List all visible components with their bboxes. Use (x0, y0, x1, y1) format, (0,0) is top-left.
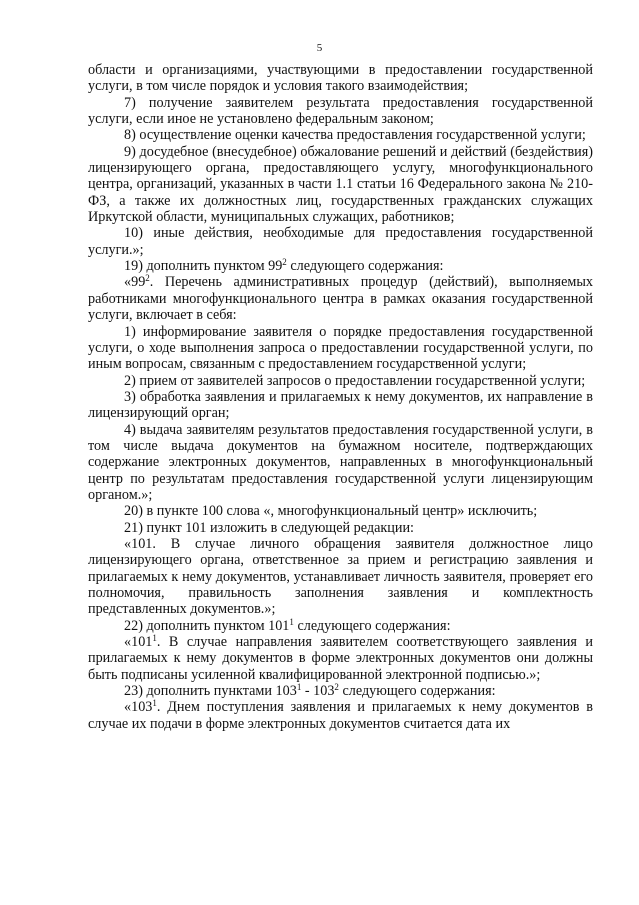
paragraph-text: 22) дополнить пунктом 101 (124, 617, 290, 634)
paragraph (88, 699, 593, 732)
paragraph-text: 19) дополнить пунктом 99 (124, 258, 283, 275)
paragraph: 4) выдача заявителям результатов предоставления государственной услуги, в том числе выдача документов на бумажном носителе, подтверждающих содержание электронных документов, направленных в многофункциональный центр по результатам предоставления государственной услуги лицензирующим органом.»; (88, 421, 593, 503)
paragraph-text: «99 (124, 274, 146, 291)
paragraph (88, 274, 593, 323)
paragraph (88, 683, 593, 699)
paragraph: 21) пункт 101 изложить в следующей редакции: (124, 519, 414, 536)
paragraph-text: . В случае направления заявителем соответствующего заявления и прилагаемых к нему документов в форме электронных документов они должны быть подписаны усиленной квалифицированной электронной подписью.»; (88, 634, 593, 683)
paragraph: 7) получение заявителем результата предоставления государственной услуги, если иное не установлено федеральным законом; (88, 94, 593, 128)
paragraph-text: . Перечень административных процедур (действий), выполняемых работниками многофункционального центра в рамках оказания государственной услуги, включает в себя: (88, 274, 593, 324)
superscript: 1 (152, 633, 157, 644)
paragraph (88, 258, 593, 274)
superscript: 1 (289, 616, 294, 627)
paragraph (88, 618, 593, 634)
paragraph (88, 634, 593, 683)
paragraph-text: следующего содержания: (338, 683, 496, 700)
paragraph: 9) досудебное (внесудебное) обжалование решений и действий (бездействия) лицензирующего органа, предоставляющего услугу, многофункционального центра, организаций, указанных в части 1.1 статьи 16 Федерального закона № 210-ФЗ, а также их должностных лиц, государственных гражданских служащих Иркутской области, муниципальных служащих, работников; (88, 143, 593, 226)
paragraph-text: следующего содержания: (286, 258, 444, 275)
paragraph: 3) обработка заявления и прилагаемых к нему документов, их направление в лицензирующий орган; (88, 388, 593, 422)
superscript: 2 (334, 682, 339, 693)
document-body (88, 62, 593, 732)
paragraph: 20) в пункте 100 слова «, многофункциональный центр» исключить; (124, 503, 538, 520)
paragraph: 10) иные действия, необходимые для предоставления государственной услуги.»; (88, 225, 593, 258)
superscript: 1 (152, 698, 157, 709)
paragraph: 1) информирование заявителя о порядке предоставления государственной услуги, о ходе выполнения запроса о предоставлении государственной услуги, по иным вопросам, связанным с предоставлением государственной услуги; (88, 323, 593, 373)
paragraph-text: «101 (124, 634, 153, 651)
superscript: 2 (282, 257, 287, 268)
superscript: 2 (145, 273, 150, 284)
paragraph-text: следующего содержания: (293, 617, 451, 634)
paragraph-text: . Днем поступления заявления и прилагаемых к нему документов в случае их подачи в форме электронных документов считается дата их (88, 699, 593, 732)
paragraph-text: «103 (124, 699, 153, 716)
paragraph-text: - 103 (301, 683, 335, 700)
paragraph: области и организациями, участвующими в предоставлении государственной услуги, в том числе порядок и условия такого взаимодействия; (88, 62, 593, 95)
paragraph: 2) прием от заявителей запросов о предоставлении государственной услуги; (124, 372, 586, 389)
superscript: 1 (296, 682, 302, 693)
paragraph: 8) осуществление оценки качества предоставления государственной услуги; (124, 127, 586, 144)
paragraph: «101. В случае личного обращения заявителя должностное лицо лицензирующего органа, ответственное за прием и регистрацию заявления и прилагаемых к нему документов, устанавливает личность заявителя, проверяет его полномочия, правильность заполнения заявления и комплектность представленных документов.»; (88, 535, 593, 618)
paragraph-text: 23) дополнить пунктами 103 (124, 683, 297, 700)
page-number: 5 (316, 42, 323, 54)
